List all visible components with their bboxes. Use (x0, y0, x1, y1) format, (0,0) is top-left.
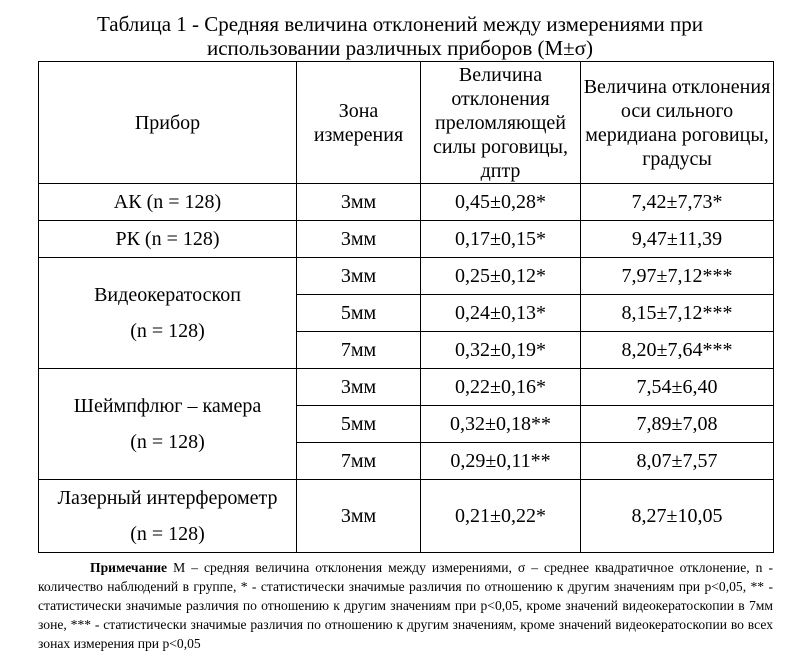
table-title (0, 12, 800, 60)
zone-cell: 5мм (297, 406, 421, 443)
table-row (39, 184, 774, 221)
table-row (39, 480, 774, 553)
power-cell: 0,22±0,16* (421, 369, 581, 406)
header-row (39, 62, 774, 184)
note-text: M – средняя величина отклонения между измерениями, σ – среднее квадратичное отклонение, n - количество наблюдений в группе, * - статистически значимые различия по отношению к другим значениям при p<0,05, ** - статистически значимые различия по отношению к другим значениям при p<0,05, кроме значений видеокератоскопии в 7мм зоне, *** - статистически значимые различия по отношению к другим значениям, кроме значений видеокератоскопии во всех зонах измерения при p<0,05 (38, 560, 773, 651)
axis-cell: 8,15±7,12*** (581, 295, 774, 332)
axis-cell: 7,42±7,73* (581, 184, 774, 221)
axis-cell: 8,20±7,64*** (581, 332, 774, 369)
title-line-1: Таблица 1 - Средняя величина отклонений между измерениями при (96, 12, 703, 36)
axis-cell: 7,97±7,12*** (581, 258, 774, 295)
zone-cell: 3мм (297, 221, 421, 258)
zone-cell: 3мм (297, 184, 421, 221)
device-count: (n = 128) (130, 431, 205, 453)
power-cell: 0,32±0,19* (421, 332, 581, 369)
power-cell: 0,45±0,28* (421, 184, 581, 221)
title-line-2: использовании различных приборов (M±σ) (207, 36, 593, 60)
axis-cell: 9,47±11,39 (581, 221, 774, 258)
device-count: (n = 128) (130, 523, 205, 545)
power-cell: 0,21±0,22* (421, 480, 581, 553)
power-cell: 0,29±0,11** (421, 443, 581, 480)
axis-cell: 7,54±6,40 (581, 369, 774, 406)
device-cell: АК (n = 128) (39, 184, 297, 221)
power-cell: 0,24±0,13* (421, 295, 581, 332)
table-footnote (38, 558, 773, 653)
zone-cell: 5мм (297, 295, 421, 332)
device-count: (n = 128) (130, 320, 205, 342)
zone-cell: 3мм (297, 258, 421, 295)
device-name: Видеокератоскоп (94, 284, 241, 306)
header-axis: Величина отклонения оси сильного меридиана роговицы, градусы (581, 62, 774, 184)
zone-cell: 7мм (297, 443, 421, 480)
header-zone: Зона измерения (297, 62, 421, 184)
device-cell (39, 369, 297, 480)
axis-cell: 8,27±10,05 (581, 480, 774, 553)
note-label: Примечание (90, 560, 168, 575)
header-device: Прибор (39, 62, 297, 184)
header-power: Величина отклонения преломляющей силы роговицы, дптр (421, 62, 581, 184)
device-name: Лазерный интерферометр (57, 487, 278, 509)
table-row (39, 369, 774, 406)
measurements-table (38, 61, 774, 553)
power-cell: 0,32±0,18** (421, 406, 581, 443)
device-name: Шеймпфлюг – камера (73, 395, 262, 417)
device-cell (39, 480, 297, 553)
axis-cell: 7,89±7,08 (581, 406, 774, 443)
zone-cell: 3мм (297, 369, 421, 406)
device-cell (39, 258, 297, 369)
axis-cell: 8,07±7,57 (581, 443, 774, 480)
power-cell: 0,17±0,15* (421, 221, 581, 258)
power-cell: 0,25±0,12* (421, 258, 581, 295)
zone-cell: 3мм (297, 480, 421, 553)
zone-cell: 7мм (297, 332, 421, 369)
device-cell: РК (n = 128) (39, 221, 297, 258)
table-row (39, 221, 774, 258)
table-row (39, 258, 774, 295)
